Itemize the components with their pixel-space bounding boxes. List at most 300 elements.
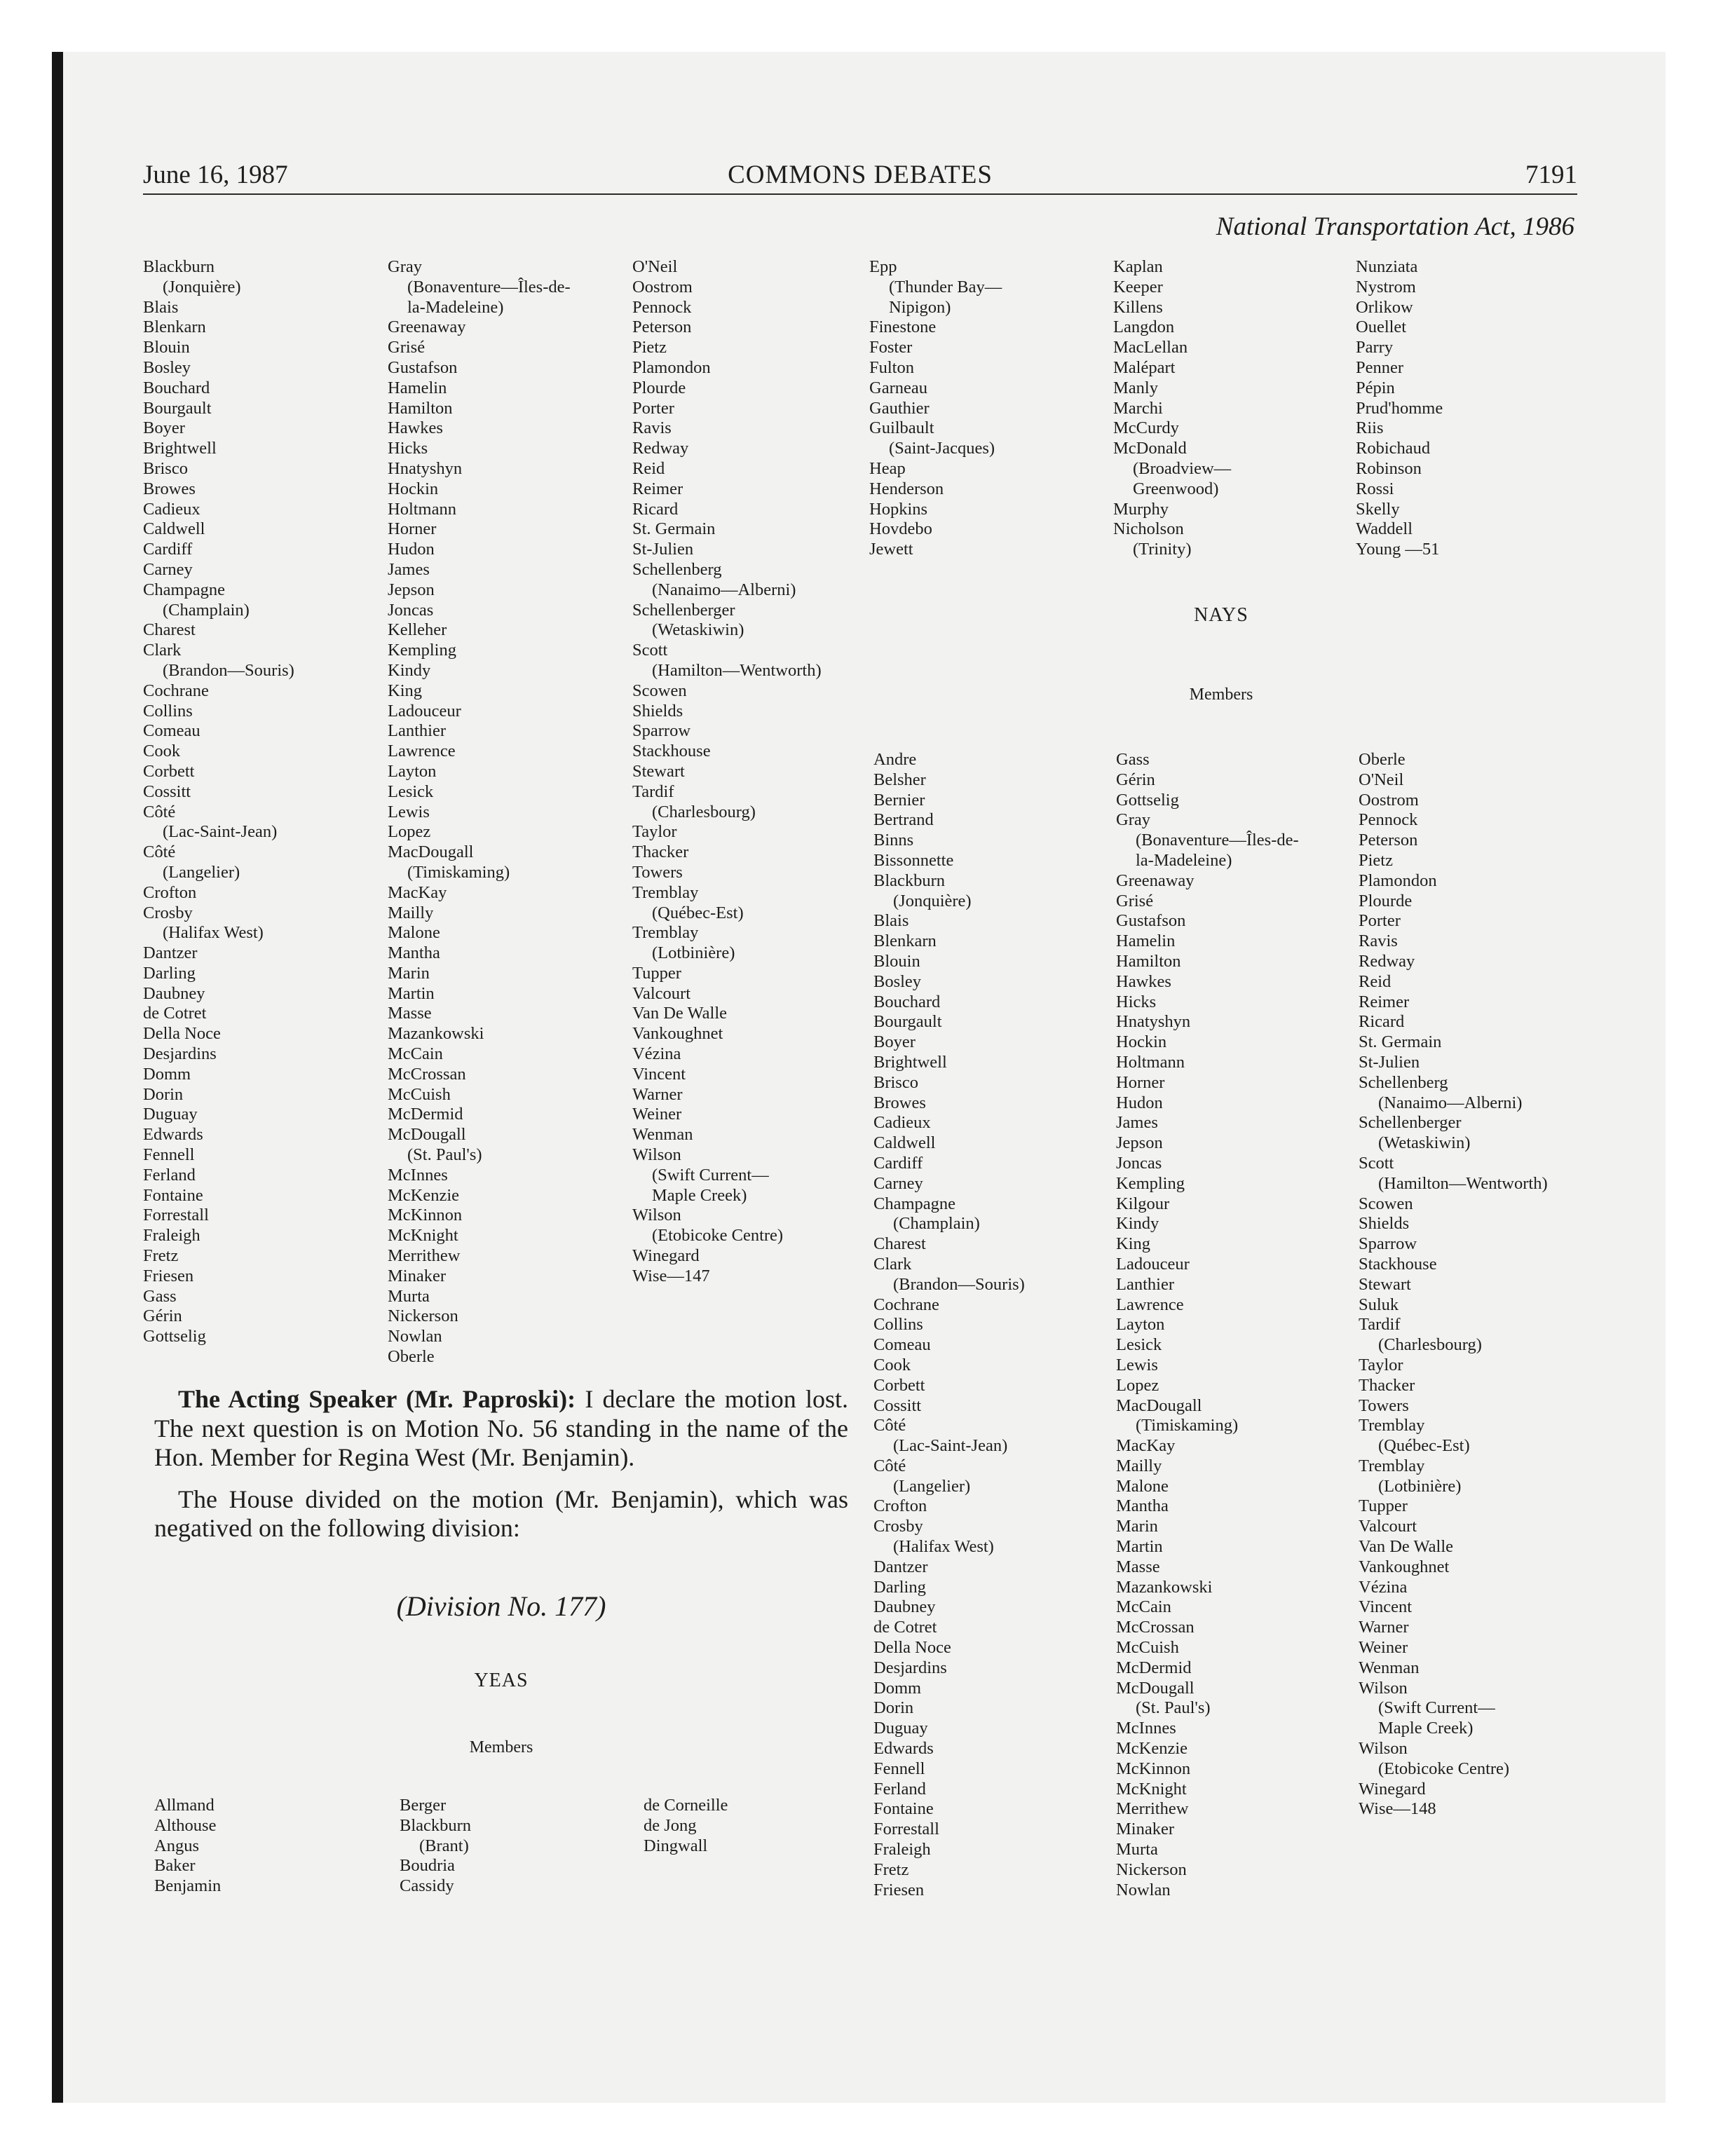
member-name: McDermid <box>388 1105 463 1124</box>
member-riding: (Wetaskiwin) <box>652 620 744 640</box>
member-name: Blenkarn <box>143 318 206 337</box>
member-name: McInnes <box>1116 1719 1176 1738</box>
member-name: Ravis <box>1359 932 1398 951</box>
member-name: Hovdebo <box>869 519 932 539</box>
member-name: Jepson <box>1116 1133 1163 1153</box>
member-name: Ferland <box>143 1165 196 1185</box>
member-riding: (Langelier) <box>163 862 240 882</box>
member-name: Gustafson <box>1116 911 1186 931</box>
member-name: Caldwell <box>143 519 205 539</box>
member-name: Nickerson <box>1116 1860 1187 1879</box>
member-name: Killens <box>1113 297 1163 317</box>
member-name: Joncas <box>1116 1153 1162 1173</box>
member-name: Gass <box>1116 750 1150 769</box>
member-name: Cardiff <box>143 540 193 559</box>
member-riding: (Lotbinière) <box>1378 1476 1462 1496</box>
member-name: Ladouceur <box>1116 1254 1190 1274</box>
vote-column-6 <box>1356 257 1443 560</box>
member-name: McCain <box>388 1044 443 1064</box>
member-name: Hawkes <box>388 418 443 438</box>
yeas-members-label: Members <box>469 1738 533 1756</box>
member-name: Hicks <box>388 439 428 458</box>
member-name: Scowen <box>1359 1194 1413 1213</box>
member-name: Friesen <box>143 1266 194 1285</box>
member-riding: (Saint-Jacques) <box>889 439 995 458</box>
member-name: McKnight <box>1116 1779 1187 1799</box>
member-name: Gottselig <box>1116 790 1179 810</box>
member-name: McCuish <box>1116 1638 1179 1658</box>
member-name: Van De Walle <box>632 1004 728 1023</box>
member-name: Marin <box>1116 1517 1158 1536</box>
member-name: McCuish <box>388 1084 451 1104</box>
member-name: Reimer <box>1359 992 1410 1011</box>
member-name: Epp <box>869 257 897 276</box>
member-name: Champagne <box>143 580 226 599</box>
member-name: Riis <box>1356 418 1384 438</box>
member-name: Prud'homme <box>1356 398 1443 418</box>
member-name: Kempling <box>388 641 456 660</box>
member-name: Dorin <box>873 1698 914 1718</box>
member-name: Browes <box>873 1093 926 1112</box>
member-name: Henderson <box>869 479 944 498</box>
member-name: de Cotret <box>873 1618 937 1637</box>
member-name: Gérin <box>1116 770 1155 789</box>
member-name: Tupper <box>1359 1496 1408 1516</box>
member-name: Shields <box>632 701 683 721</box>
member-name: Lewis <box>1116 1355 1158 1374</box>
member-riding: (Bonaventure—Îles-de- <box>407 277 571 296</box>
member-name: Blouin <box>873 951 920 971</box>
member-name: Bosley <box>143 357 191 377</box>
member-name: Fulton <box>869 357 914 377</box>
member-name: Vincent <box>632 1064 686 1084</box>
member-name: Gauthier <box>869 398 930 418</box>
member-riding: la-Madeleine) <box>407 297 504 317</box>
member-name: Martin <box>388 983 435 1003</box>
member-name: Oberle <box>1359 750 1406 769</box>
member-name: Layton <box>388 761 437 781</box>
member-name: Fraleigh <box>143 1226 200 1246</box>
member-name: Greenaway <box>1116 871 1195 890</box>
member-riding: (Etobicoke Centre) <box>652 1226 784 1246</box>
yeas-heading: YEAS <box>474 1670 529 1691</box>
member-riding: (Bonaventure—Îles-de- <box>1136 831 1299 850</box>
member-name: Gray <box>388 257 422 276</box>
member-name: McCain <box>1116 1597 1171 1617</box>
member-name: Kempling <box>1116 1173 1185 1193</box>
member-name: Malone <box>1116 1476 1169 1496</box>
member-name: Parry <box>1356 338 1394 357</box>
member-name: Schellenberger <box>1359 1113 1462 1133</box>
member-name: Minaker <box>1116 1820 1174 1839</box>
member-name: McInnes <box>388 1165 448 1185</box>
member-name: Brisco <box>873 1072 918 1092</box>
member-name: Kindy <box>388 660 431 680</box>
member-name: Robinson <box>1356 458 1422 478</box>
vote-column-5 <box>1113 257 1231 560</box>
member-name: Thacker <box>1359 1375 1415 1395</box>
member-name: Fennell <box>143 1145 195 1165</box>
member-name: McKnight <box>388 1226 458 1246</box>
member-name: Garneau <box>869 378 927 397</box>
member-name: Desjardins <box>873 1658 947 1677</box>
member-name: Scott <box>1359 1153 1394 1173</box>
member-riding: (Brant) <box>419 1836 469 1855</box>
member-name: Côté <box>143 842 176 862</box>
member-riding: (Broadview— <box>1133 458 1232 478</box>
member-name: Tremblay <box>632 923 699 943</box>
member-name: Côté <box>143 802 176 821</box>
member-name: Porter <box>632 398 674 418</box>
member-riding: (Halifax West) <box>163 923 264 943</box>
member-riding: (Lac-Saint-Jean) <box>163 822 278 842</box>
member-name: Tremblay <box>1359 1456 1425 1475</box>
member-riding: la-Madeleine) <box>1136 850 1232 870</box>
member-name: Brightwell <box>143 439 217 458</box>
member-name: Reimer <box>632 479 683 498</box>
member-name: Bourgault <box>143 398 212 418</box>
member-name: McKenzie <box>388 1185 460 1205</box>
member-name: Wilson <box>632 1145 681 1165</box>
member-name: Taylor <box>632 822 677 842</box>
member-riding: (Nanaimo—Alberni) <box>652 580 796 599</box>
nays-column-1 <box>873 750 1025 1900</box>
member-name: Towers <box>1359 1396 1409 1415</box>
member-name: Oostrom <box>632 277 693 296</box>
member-name: Daubney <box>873 1597 936 1617</box>
member-name: Schellenberg <box>1359 1072 1448 1092</box>
speaker-text: I declare the motion lost. The next question is on Motion No. 56 standing in the name of the Hon. Member for Regina West (Mr. Benjamin). <box>154 1385 848 1471</box>
vote-column-3 <box>632 257 822 1287</box>
member-name: MacLellan <box>1113 338 1188 357</box>
member-name: Mailly <box>388 903 434 922</box>
member-name: McDougall <box>388 1125 466 1145</box>
member-name: Cassidy <box>400 1876 454 1896</box>
member-name: MacDougall <box>1116 1396 1202 1415</box>
member-name: Sparrow <box>632 721 691 741</box>
member-name: Côté <box>873 1416 906 1435</box>
member-name: Hamelin <box>1116 932 1176 951</box>
member-riding: (Hamilton—Wentworth) <box>1378 1173 1548 1193</box>
yeas-column-3 <box>644 1796 728 1856</box>
member-name: Cossitt <box>143 782 191 801</box>
member-name: Bertrand <box>873 810 934 830</box>
member-name: Cardiff <box>873 1153 923 1173</box>
member-name: Murphy <box>1113 499 1169 519</box>
member-name: Lawrence <box>1116 1295 1184 1314</box>
member-name: Van De Walle <box>1359 1537 1454 1557</box>
member-name: Winegard <box>632 1246 700 1266</box>
member-name: Pépin <box>1356 378 1395 397</box>
member-name: Boyer <box>873 1032 916 1052</box>
member-name: Darling <box>873 1577 926 1597</box>
member-name: McKinnon <box>388 1206 463 1225</box>
member-name: Bissonnette <box>873 850 954 870</box>
member-name: Murta <box>388 1286 430 1306</box>
member-name: Crofton <box>143 882 197 902</box>
member-riding: (Charlesbourg) <box>1378 1335 1482 1355</box>
member-name: Friesen <box>873 1880 925 1899</box>
member-name: Crosby <box>143 903 193 922</box>
member-name: Ferland <box>873 1779 926 1799</box>
member-name: Ravis <box>632 418 672 438</box>
member-name: Warner <box>1359 1618 1409 1637</box>
member-name: Bouchard <box>143 378 210 397</box>
member-name: St. Germain <box>632 519 716 539</box>
member-name: Masse <box>1116 1557 1160 1576</box>
speaker-name: The Acting Speaker (Mr. Paproski): <box>178 1385 576 1413</box>
member-name: Carney <box>873 1173 923 1193</box>
member-name: Foster <box>869 338 913 357</box>
member-name: Scott <box>632 641 668 660</box>
member-name: Nystrom <box>1356 277 1416 296</box>
member-name: Edwards <box>873 1739 934 1759</box>
member-name: Browes <box>143 479 196 498</box>
member-name: Kindy <box>1116 1214 1159 1234</box>
member-name: Weiner <box>1359 1638 1408 1658</box>
member-name: Malone <box>388 923 440 943</box>
member-riding: (Swift Current— <box>652 1165 769 1185</box>
member-name: Bernier <box>873 790 925 810</box>
member-name: Crofton <box>873 1496 927 1516</box>
member-name: Keeper <box>1113 277 1163 296</box>
member-name: Horner <box>388 519 437 539</box>
member-name: Boyer <box>143 418 185 438</box>
member-name: Dantzer <box>143 943 198 963</box>
member-name: Tremblay <box>632 882 699 902</box>
member-riding: (Wetaskiwin) <box>1378 1133 1471 1153</box>
member-name: Pennock <box>1359 810 1418 830</box>
member-name: Finestone <box>869 318 937 337</box>
member-name: Caldwell <box>873 1133 936 1153</box>
member-riding: Maple Creek) <box>1378 1719 1474 1738</box>
member-name: MacKay <box>1116 1436 1176 1456</box>
member-name: Hicks <box>1116 992 1157 1011</box>
division-paragraph: The House divided on the motion (Mr. Benjamin), which was negatived on the following division: <box>154 1485 848 1542</box>
member-name: Blackburn <box>400 1815 472 1835</box>
member-name: Oberle <box>388 1347 435 1367</box>
member-name: Vézina <box>1359 1577 1408 1597</box>
member-riding: (Champlain) <box>163 600 250 620</box>
member-name: Corbett <box>873 1375 925 1395</box>
member-name: Taylor <box>1359 1355 1403 1374</box>
member-name: Corbett <box>143 761 195 781</box>
proceedings-text <box>154 1385 848 1556</box>
member-name: Heap <box>869 458 906 478</box>
member-riding: (Québec-Est) <box>652 903 744 922</box>
page-header <box>143 160 1577 195</box>
member-name: Gass <box>143 1286 177 1306</box>
member-name: Nicholson <box>1113 519 1184 539</box>
member-name: Côté <box>873 1456 906 1475</box>
member-name: Peterson <box>632 318 692 337</box>
member-name: Wise—147 <box>632 1266 710 1285</box>
member-name: Ricard <box>632 499 679 519</box>
member-name: Hnatyshyn <box>1116 1012 1191 1032</box>
member-name: Thacker <box>632 842 689 862</box>
member-name: Plamondon <box>1359 871 1437 890</box>
header-date: June 16, 1987 <box>143 161 288 189</box>
member-name: Wilson <box>1359 1678 1408 1698</box>
member-name: Fontaine <box>873 1799 934 1819</box>
member-riding: Maple Creek) <box>652 1185 747 1205</box>
member-name: Stewart <box>632 761 685 781</box>
member-name: Crosby <box>873 1517 923 1536</box>
member-name: Minaker <box>388 1266 446 1285</box>
nays-column-3 <box>1359 750 1548 1820</box>
member-name: Ladouceur <box>388 701 461 721</box>
member-name: Lopez <box>388 822 431 842</box>
member-name: Fretz <box>143 1246 179 1266</box>
member-name: Rossi <box>1356 479 1394 498</box>
member-riding: (Québec-Est) <box>1378 1436 1470 1456</box>
member-name: Blackburn <box>143 257 215 276</box>
member-name: Plourde <box>1359 891 1413 910</box>
header-rule <box>143 193 1577 195</box>
member-riding: (Jonquière) <box>163 277 241 296</box>
member-name: Collins <box>873 1315 923 1335</box>
member-name: Gottselig <box>143 1327 206 1346</box>
division-heading: (Division No. 177) <box>396 1590 606 1622</box>
member-name: Reid <box>1359 971 1392 991</box>
member-name: Skelly <box>1356 499 1400 519</box>
member-name: Nickerson <box>388 1306 458 1326</box>
member-name: O'Neil <box>1359 770 1404 789</box>
member-name: King <box>1116 1234 1150 1254</box>
member-name: Holtmann <box>388 499 456 519</box>
member-riding: (Lotbinière) <box>652 943 735 963</box>
member-name: Fontaine <box>143 1185 203 1205</box>
member-name: Bouchard <box>873 992 941 1011</box>
member-name: Wise—148 <box>1359 1799 1436 1819</box>
member-name: Lawrence <box>388 742 456 761</box>
member-riding: (Langelier) <box>893 1476 971 1496</box>
nays-members-label: Members <box>1189 685 1253 704</box>
member-name: Blais <box>143 297 179 317</box>
scan-binding-edge <box>52 52 63 2103</box>
member-name: Bosley <box>873 971 922 991</box>
member-riding: (Champlain) <box>893 1214 980 1234</box>
member-name: Della Noce <box>873 1638 951 1658</box>
member-name: Pietz <box>1359 850 1393 870</box>
member-name: Duguay <box>143 1105 198 1124</box>
member-name: de Cotret <box>143 1004 207 1023</box>
member-name: de Jong <box>644 1815 697 1835</box>
member-name: Valcourt <box>1359 1517 1417 1536</box>
member-name: Charest <box>143 620 196 640</box>
member-name: Gustafson <box>388 357 458 377</box>
member-name: Wilson <box>632 1206 681 1225</box>
member-riding: (Thunder Bay— <box>889 277 1002 296</box>
member-name: Stewart <box>1359 1274 1411 1294</box>
member-name: Clark <box>143 641 182 660</box>
member-name: Dantzer <box>873 1557 928 1576</box>
member-name: Joncas <box>388 600 434 620</box>
member-name: Redway <box>1359 951 1415 971</box>
member-name: Lesick <box>388 782 434 801</box>
member-name: Sparrow <box>1359 1234 1417 1254</box>
member-name: Langdon <box>1113 318 1175 337</box>
member-name: Boudria <box>400 1856 455 1876</box>
member-name: Ouellet <box>1356 318 1407 337</box>
yeas-column-1 <box>154 1796 221 1897</box>
member-name: Hudon <box>388 540 435 559</box>
nays-column-2 <box>1116 750 1299 1900</box>
member-name: McKenzie <box>1116 1739 1188 1759</box>
member-name: Schellenberg <box>632 559 722 579</box>
member-riding: (Etobicoke Centre) <box>1378 1759 1510 1778</box>
member-name: Layton <box>1116 1315 1165 1335</box>
member-name: Mazankowski <box>1116 1577 1213 1597</box>
member-name: Tardif <box>1359 1315 1401 1335</box>
member-name: King <box>388 681 422 700</box>
member-riding: (Hamilton—Wentworth) <box>652 660 822 680</box>
member-name: Cochrane <box>143 681 209 700</box>
member-name: Cook <box>143 742 181 761</box>
member-name: James <box>1116 1113 1158 1133</box>
member-name: Della Noce <box>143 1024 221 1044</box>
member-name: Edwards <box>143 1125 203 1145</box>
nays-heading: NAYS <box>1194 604 1248 626</box>
member-name: Belsher <box>873 770 926 789</box>
member-name: Oostrom <box>1359 790 1419 810</box>
member-name: Angus <box>154 1836 199 1855</box>
member-name: Lanthier <box>1116 1274 1174 1294</box>
member-name: Jepson <box>388 580 435 599</box>
member-name: Horner <box>1116 1072 1165 1092</box>
member-name: Forrestall <box>873 1820 939 1839</box>
member-name: Daubney <box>143 983 205 1003</box>
member-name: Blackburn <box>873 871 946 890</box>
member-name: Cossitt <box>873 1396 922 1415</box>
member-name: Althouse <box>154 1815 217 1835</box>
member-name: St. Germain <box>1359 1032 1442 1052</box>
member-name: Mantha <box>1116 1496 1169 1516</box>
member-name: Robichaud <box>1356 439 1431 458</box>
member-name: St-Julien <box>1359 1052 1420 1072</box>
member-name: de Corneille <box>644 1796 728 1815</box>
member-riding: Greenwood) <box>1133 479 1219 498</box>
member-name: Charest <box>873 1234 926 1254</box>
member-riding: (Brandon—Souris) <box>163 660 294 680</box>
member-name: Waddell <box>1356 519 1413 539</box>
member-name: Wenman <box>632 1125 693 1145</box>
member-name: Andre <box>873 750 917 769</box>
member-name: Marchi <box>1113 398 1163 418</box>
member-name: Mazankowski <box>388 1024 484 1044</box>
vote-column-1 <box>143 257 294 1347</box>
member-name: Stackhouse <box>632 742 711 761</box>
member-name: Reid <box>632 458 665 478</box>
member-name: Hopkins <box>869 499 928 519</box>
member-name: Nunziata <box>1356 257 1418 276</box>
member-name: Masse <box>388 1004 432 1023</box>
member-name: McCurdy <box>1113 418 1179 438</box>
member-name: Domm <box>873 1678 922 1698</box>
member-name: Dingwall <box>644 1836 708 1855</box>
member-name: Fretz <box>873 1860 909 1879</box>
yeas-column-2 <box>400 1796 471 1897</box>
speaker-paragraph <box>154 1385 848 1473</box>
member-name: Pietz <box>632 338 667 357</box>
member-name: Comeau <box>873 1335 931 1355</box>
member-name: Schellenberger <box>632 600 735 620</box>
member-name: Grisé <box>1116 891 1154 910</box>
member-name: Allmand <box>154 1796 215 1815</box>
member-riding: (Timiskaming) <box>1136 1416 1239 1435</box>
member-name: Tremblay <box>1359 1416 1425 1435</box>
member-name: Vankoughnet <box>1359 1557 1450 1576</box>
